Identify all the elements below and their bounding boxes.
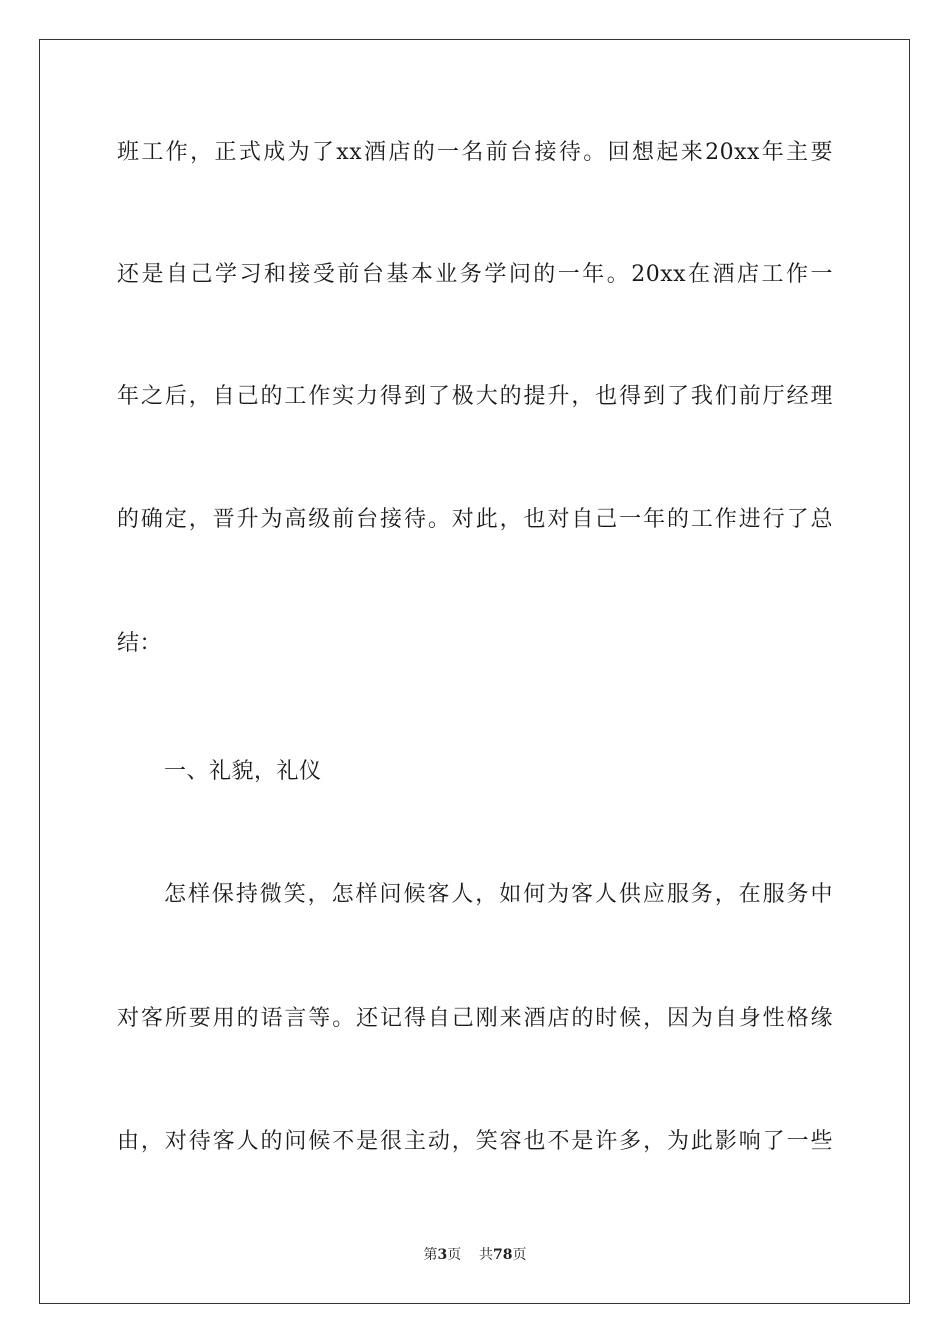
section-heading: 一、礼貌，礼仪 [164,759,322,784]
body-line-5: 结： [117,631,163,656]
footer-page-mid: 页 共 [447,1247,494,1263]
page-border [39,39,910,1304]
body-line-1: 班工作，正式成为了xx酒店的一名前台接待。回想起来20xx年主要 [117,140,833,165]
body-line-2: 还是自己学习和接受前台基本业务学问的一年。20xx在酒店工作一 [117,262,833,287]
page-footer [0,1246,950,1264]
footer-page-total: 78 [493,1247,513,1263]
footer-page-prefix: 第 [423,1247,438,1263]
footer-page-current: 3 [437,1247,448,1263]
footer-page-suffix: 页 [512,1247,527,1263]
body-line-8: 对客所要用的语言等。还记得自己刚来酒店的时候，因为自身性格缘 [117,1006,833,1031]
body-line-3: 年之后，自己的工作实力得到了极大的提升，也得到了我们前厅经理 [117,384,833,409]
body-line-4: 的确定，晋升为高级前台接待。对此，也对自己一年的工作进行了总 [117,507,833,532]
body-line-7: 怎样保持微笑，怎样问候客人，如何为客人供应服务，在服务中 [164,882,833,907]
body-line-9: 由，对待客人的问候不是很主动，笑容也不是许多，为此影响了一些 [117,1129,833,1154]
